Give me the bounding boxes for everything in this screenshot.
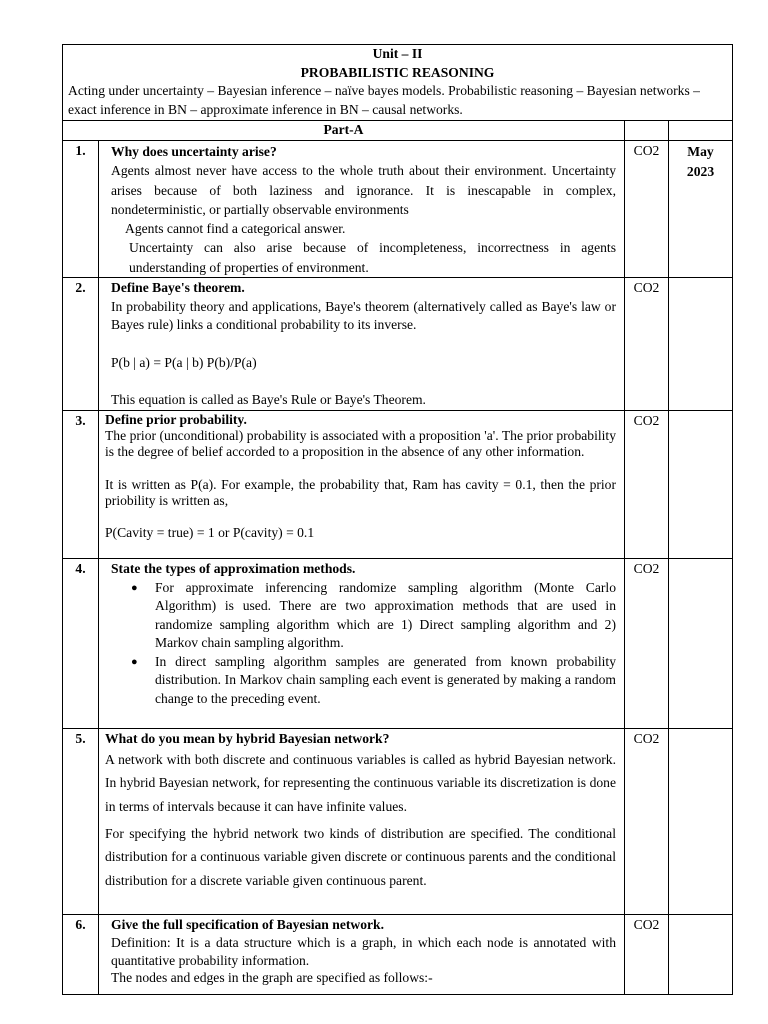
- bullet-text: In direct sampling algorithm samples are generated from known probability distribution. In Markov chain sampling each event is generated by making a random change to the preceding event.: [155, 653, 616, 706]
- table-row: [63, 141, 733, 278]
- answer-line: The prior (unconditional) probability is associated with a proposition 'a'. The prior probability is the degree of belief accorded to a proposition in the absence of any other information.: [105, 428, 616, 460]
- answer-line: Agents cannot find a categorical answer.: [125, 221, 346, 237]
- answer-line: For specifying the hybrid network two kinds of distribution are specified. The conditional distribution for a continuous variable given discrete or continuous parents and the conditional distribution for a discrete variable given continuous parent.: [105, 825, 616, 888]
- bullet-list: [111, 579, 616, 709]
- part-mark-cell: [669, 121, 733, 141]
- part-label: Part-A: [63, 121, 625, 141]
- bullet-text: For approximate inferencing randomize sampling algorithm (Monte Carlo Algorithm) is used. There are two approximation methods that are used in randomize sampling algorithm which are 1) Direct sampling algorithm and 2) Markov chain sampling algorithm.: [155, 579, 616, 651]
- exam-session: [669, 141, 733, 278]
- question-number: 4.: [63, 559, 99, 729]
- course-outcome: CO2: [625, 411, 669, 559]
- question-title: Define prior probability.: [105, 412, 247, 428]
- question-body: [99, 729, 625, 915]
- table-row: [63, 729, 733, 915]
- unit-title: PROBABILISTIC REASONING: [300, 64, 495, 80]
- exam-session: [669, 411, 733, 559]
- unit-header-cell: [63, 45, 733, 121]
- question-title: Give the full specification of Bayesian network.: [111, 917, 384, 933]
- course-outcome: CO2: [625, 729, 669, 915]
- course-outcome: CO2: [625, 915, 669, 995]
- course-outcome: CO2: [625, 278, 669, 411]
- answer-line: This equation is called as Baye's Rule or Baye's Theorem.: [111, 392, 426, 408]
- document-page: [62, 44, 732, 995]
- answer-line: A network with both discrete and continuous variables is called as hybrid Bayesian network. In hybrid Bayesian network, for representing the continuous variable its discretization is done in terms of intervals because it can have infinite values.: [105, 752, 616, 814]
- answer-line: Definition: It is a data structure which is a graph, in which each node is annotated with quantitative probability information.: [111, 934, 616, 968]
- bullet-icon: ●: [131, 655, 138, 668]
- question-number: 2.: [63, 278, 99, 411]
- spacer: [111, 372, 616, 391]
- question-title: Define Baye's theorem.: [111, 280, 245, 296]
- list-item: [131, 579, 616, 653]
- question-body: [99, 559, 625, 729]
- answer-line: It is written as P(a). For example, the probability that, Ram has cavity = 0.1, then the prior priobility is written as,: [105, 476, 616, 508]
- question-body: [99, 915, 625, 995]
- exam-session: [669, 729, 733, 915]
- exam-session: [669, 278, 733, 411]
- question-number: 3.: [63, 411, 99, 559]
- exam-session: [669, 559, 733, 729]
- unit-heading: Unit – II: [372, 46, 423, 61]
- table-row: [63, 915, 733, 995]
- exam-month: May: [687, 144, 714, 159]
- question-body: [99, 411, 625, 559]
- question-number: 6.: [63, 915, 99, 995]
- bullet-icon: ●: [131, 581, 138, 594]
- equation: P(b | a) = P(a | b) P(b)/P(a): [111, 354, 257, 370]
- question-title: Why does uncertainty arise?: [111, 144, 277, 159]
- equation: P(Cavity = true) = 1 or P(cavity) = 0.1: [105, 525, 315, 541]
- part-header-row: [63, 121, 733, 141]
- part-co-cell: [625, 121, 669, 141]
- question-body: [99, 141, 625, 278]
- course-outcome: CO2: [625, 559, 669, 729]
- question-table: [62, 44, 733, 995]
- question-number: 5.: [63, 729, 99, 915]
- answer-line: The nodes and edges in the graph are specified as follows:-: [111, 970, 433, 986]
- answer-line: Agents almost never have access to the whole truth about their environment. Uncertainty arises because of both laziness and ignorance. It is inescapable in complex, nondeterministic, or partially observable environments: [111, 163, 616, 217]
- unit-header-row: [63, 45, 733, 121]
- question-title: What do you mean by hybrid Bayesian network?: [105, 731, 390, 747]
- question-number: 1.: [63, 141, 99, 278]
- unit-syllabus: Acting under uncertainty – Bayesian inference – naïve bayes models. Probabilistic reasoning – Bayesian networks – exact inference in BN – approximate inference in BN – causal networks.: [68, 83, 700, 117]
- question-title: State the types of approximation methods.: [111, 561, 356, 577]
- course-outcome: CO2: [625, 141, 669, 278]
- answer-line: Uncertainty can also arise because of incompleteness, incorrectness in agents understanding of properties of environment.: [129, 240, 616, 275]
- list-item: [131, 653, 616, 709]
- question-body: [99, 278, 625, 411]
- answer-line: In probability theory and applications, Baye's theorem (alternatively called as Baye's law or Bayes rule) links a conditional probability to its inverse.: [111, 298, 616, 333]
- exam-year: 2023: [686, 164, 715, 179]
- table-row: [63, 411, 733, 559]
- spacer: [105, 461, 616, 477]
- table-row: [63, 559, 733, 729]
- exam-session: [669, 915, 733, 995]
- spacer: [105, 509, 616, 525]
- table-row: [63, 278, 733, 411]
- spacer: [111, 335, 616, 354]
